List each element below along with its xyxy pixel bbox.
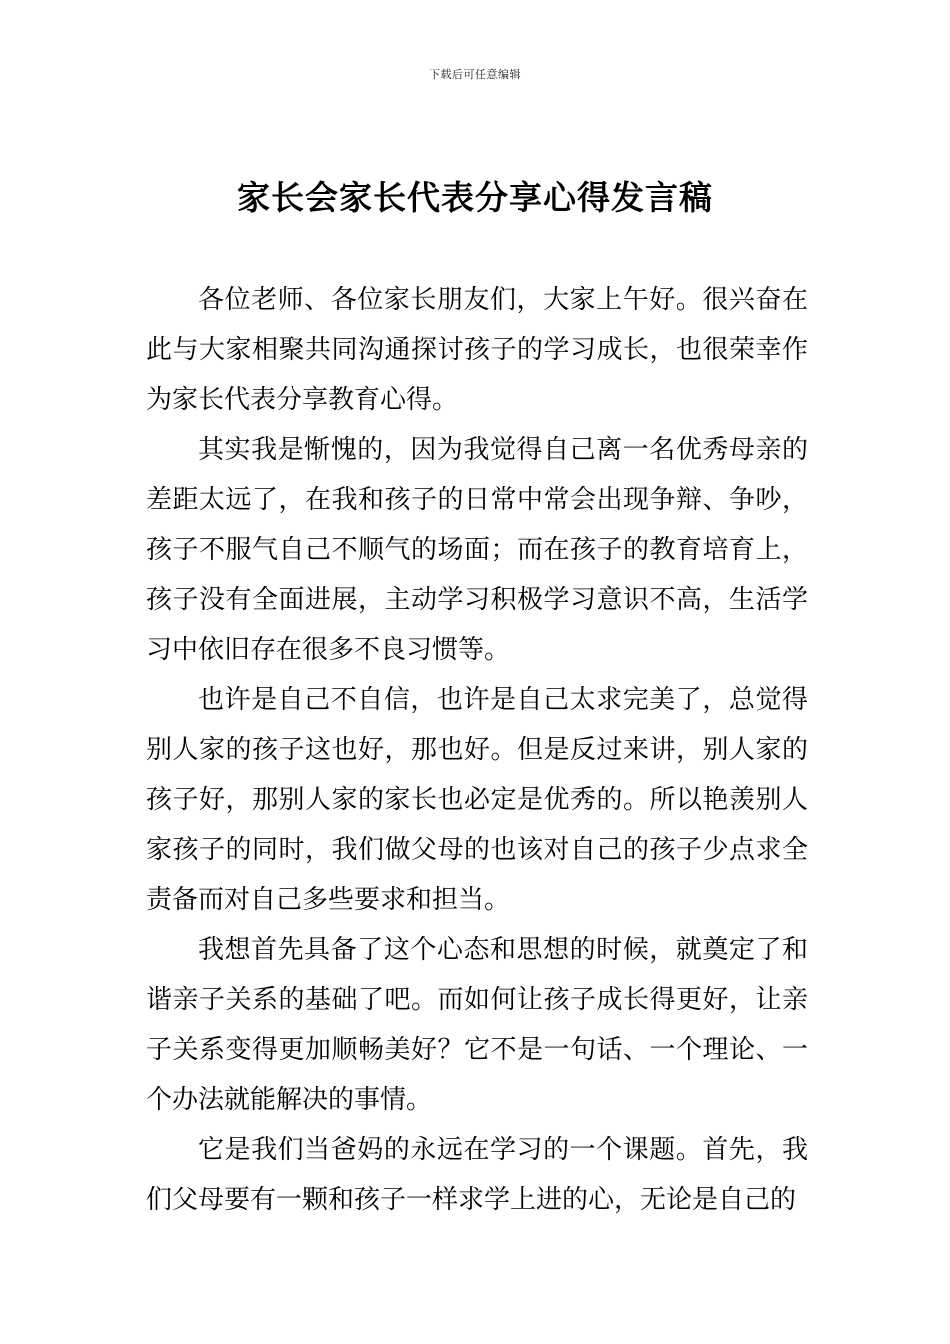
- paragraph-4: 我想首先具备了这个心态和思想的时候，就奠定了和谐亲子关系的基础了吧。而如何让孩子成长得更好，让亲子关系变得更加顺畅美好？它不是一句话、一个理论、一个办法就能解决的事情。: [146, 935, 808, 1115]
- document-body: [146, 275, 808, 1225]
- paragraph-5: 它是我们当爸妈的永远在学习的一个课题。首先，我们父母要有一颗和孩子一样求学上进的心，无论是自己的: [146, 1135, 808, 1215]
- paragraph-3: 也许是自己不自信，也许是自己太求完美了，总觉得别人家的孩子这也好，那也好。但是反过来讲，别人家的孩子好，那别人家的家长也必定是优秀的。所以艳羡别人家孩子的同时，我们做父母的也该对自己的孩子少点求全责备而对自己多些要求和担当。: [146, 685, 808, 915]
- paragraph-2: 其实我是惭愧的，因为我觉得自己离一名优秀母亲的差距太远了，在我和孩子的日常中常会出现争辩、争吵，孩子不服气自己不顺气的场面；而在孩子的教育培育上，孩子没有全面进展，主动学习积极学习意识不高，生活学习中依旧存在很多不良习惯等。: [146, 435, 808, 665]
- document-title: 家长会家长代表分享心得发言稿: [237, 178, 713, 217]
- header-note: 下载后可任意编辑: [429, 68, 521, 81]
- paragraph-1: 各位老师、各位家长朋友们，大家上午好。很兴奋在此与大家相聚共同沟通探讨孩子的学习成长，也很荣幸作为家长代表分享教育心得。: [146, 285, 808, 415]
